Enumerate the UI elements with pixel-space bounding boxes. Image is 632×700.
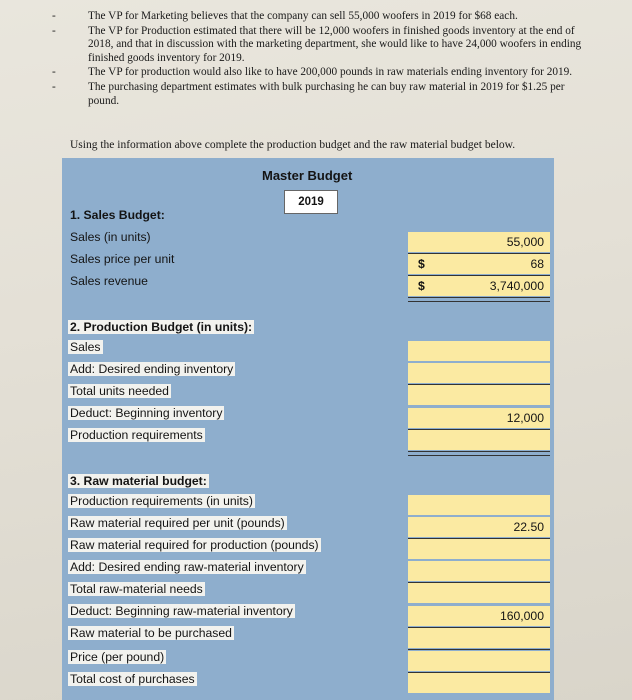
production-req-label: Production requirements bbox=[70, 428, 203, 442]
instruction-text: Using the information above complete the production budget and the raw material budget below. bbox=[70, 139, 516, 151]
production-add-label: Add: Desired ending inventory bbox=[70, 362, 234, 376]
raw-cost-label: Total cost of purchases bbox=[70, 672, 195, 686]
raw-price-label: Price (per pound) bbox=[70, 650, 165, 664]
sales-revenue-label: Sales revenue bbox=[70, 274, 148, 288]
production-total-label: Total units needed bbox=[70, 384, 169, 398]
list-item: - The purchasing department estimates with bulk purchasing he can buy raw material in 2019 for $1.25 per pound. bbox=[52, 80, 565, 107]
production-req-cell[interactable] bbox=[408, 430, 550, 450]
raw-deduct-label: Deduct: Beginning raw-material inventory bbox=[70, 604, 293, 618]
budget-title: Master Budget bbox=[262, 168, 353, 183]
list-item: - The VP for Production estimated that there will be 12,000 woofers in finished goods inventory at the end of 2018, and that in discussion with the marketing department, she would like to have 24,000 woofers in ending finished goods inventory for 2019. bbox=[52, 24, 582, 64]
raw-add-cell[interactable] bbox=[408, 561, 550, 581]
sales-units-cell[interactable]: 55,000 bbox=[408, 232, 550, 252]
raw-purchase-label: Raw material to be purchased bbox=[70, 626, 232, 640]
raw-purchase-cell[interactable] bbox=[408, 628, 550, 648]
production-sales-cell[interactable] bbox=[408, 341, 550, 361]
production-sales-label: Sales bbox=[70, 340, 101, 354]
production-add-cell[interactable] bbox=[408, 363, 550, 383]
sales-price-label: Sales price per unit bbox=[70, 252, 175, 266]
raw-prod-req-label: Production requirements (in units) bbox=[70, 494, 253, 508]
production-deduct-cell[interactable]: 12,000 bbox=[408, 408, 550, 428]
raw-total-label: Total raw-material needs bbox=[70, 582, 203, 596]
raw-per-unit-cell[interactable]: 22.50 bbox=[408, 517, 550, 537]
year-cell: 2019 bbox=[284, 190, 338, 214]
production-total-cell[interactable] bbox=[408, 385, 550, 405]
raw-per-unit-label: Raw material required per unit (pounds) bbox=[70, 516, 285, 530]
master-budget-sheet bbox=[62, 158, 554, 700]
production-budget-heading: 2. Production Budget (in units): bbox=[70, 320, 253, 334]
list-item: - The VP for production would also like to have 200,000 pounds in raw materials ending inventory for 2019. bbox=[52, 66, 573, 79]
sales-units-label: Sales (in units) bbox=[70, 230, 151, 244]
list-item: - The VP for Marketing believes that the company can sell 55,000 woofers in 2019 for $68 each. bbox=[52, 10, 518, 22]
raw-deduct-cell[interactable]: 160,000 bbox=[408, 606, 550, 626]
raw-total-cell[interactable] bbox=[408, 583, 550, 603]
raw-required-cell[interactable] bbox=[408, 539, 550, 559]
sales-revenue-cell[interactable]: $ 3,740,000 bbox=[408, 276, 550, 296]
raw-required-label: Raw material required for production (pounds) bbox=[70, 538, 319, 552]
raw-cost-cell[interactable] bbox=[408, 673, 550, 693]
sales-budget-heading: 1. Sales Budget: bbox=[70, 208, 165, 222]
raw-budget-heading: 3. Raw material budget: bbox=[70, 474, 207, 488]
production-deduct-label: Deduct: Beginning inventory bbox=[70, 406, 223, 420]
sales-price-cell[interactable]: $ 68 bbox=[408, 254, 550, 274]
raw-price-cell[interactable] bbox=[408, 651, 550, 671]
raw-add-label: Add: Desired ending raw-material inventory bbox=[70, 560, 304, 574]
raw-prod-req-cell[interactable] bbox=[408, 495, 550, 515]
assumptions-list bbox=[52, 10, 582, 109]
